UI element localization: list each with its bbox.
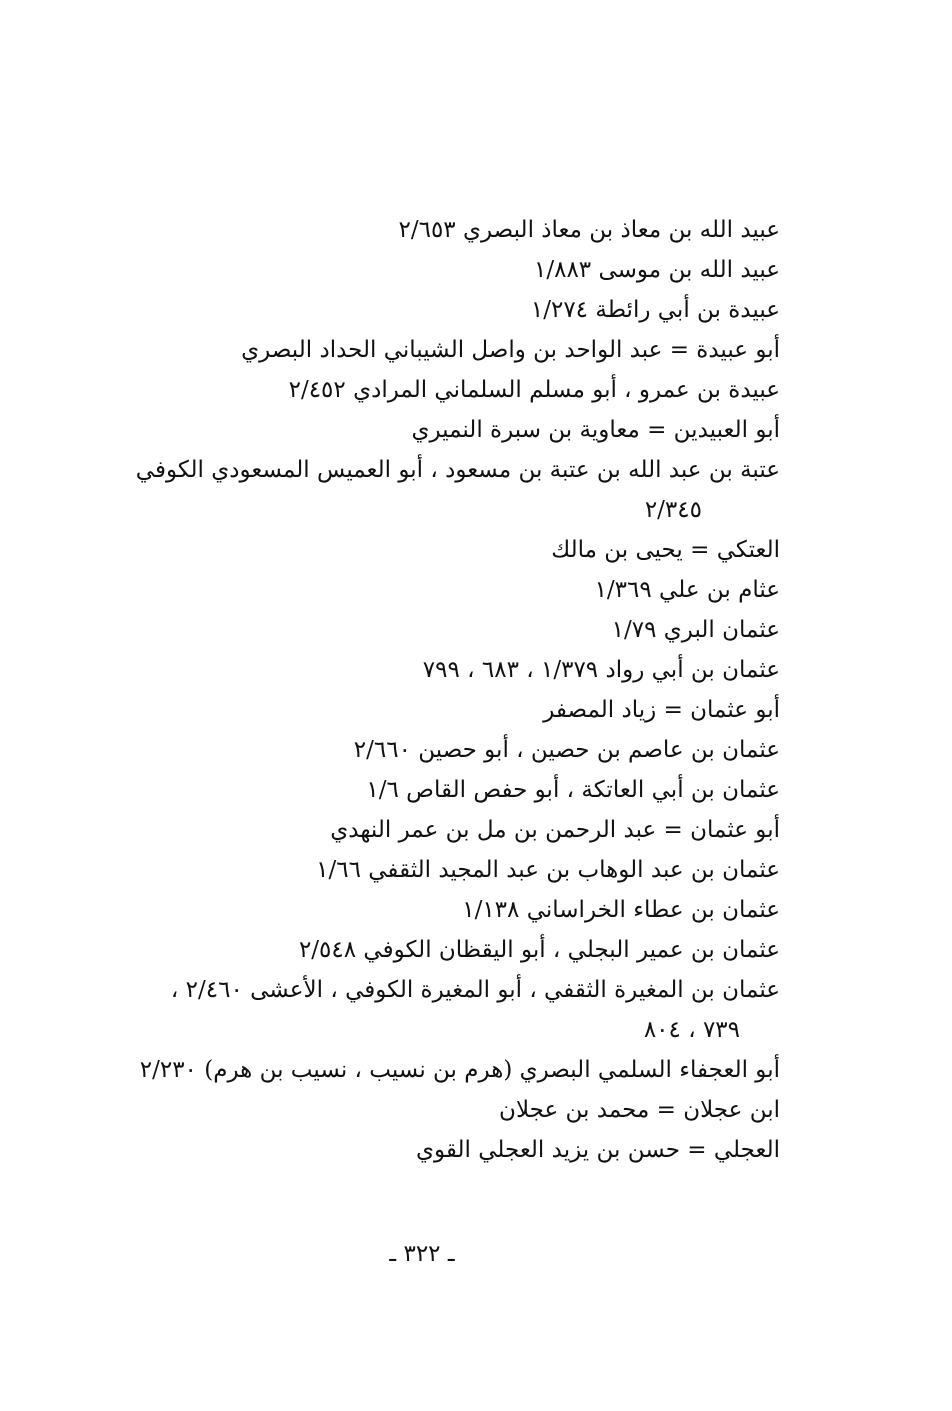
index-entry: أبو عثمان = زياد المصفر bbox=[543, 697, 780, 723]
index-entry: عثمان بن أبي العاتكة ، أبو حفص القاص ١/٦ bbox=[366, 777, 780, 803]
index-entry: أبو عثمان = عبد الرحمن بن مل بن عمر النهدي bbox=[330, 817, 780, 843]
page-number: ـ ٣٢٢ ـ bbox=[389, 1241, 455, 1267]
index-entry: عبيدة بن أبي رائطة ١/٢٧٤ bbox=[530, 297, 780, 323]
index-entry: العجلي = حسن بن يزيد العجلي القوي bbox=[415, 1137, 780, 1163]
index-entry: عثمان بن عطاء الخراساني ١/١٣٨ bbox=[462, 897, 780, 923]
index-entry: عبيد الله بن موسى ١/٨٨٣ bbox=[534, 257, 780, 283]
index-entry: عتبة بن عبد الله بن عتبة بن مسعود ، أبو العميس المسعودي الكوفي bbox=[135, 457, 780, 483]
index-entry: أبو العبيدين = معاوية بن سبرة النميري bbox=[411, 417, 780, 443]
index-entry: عثمان بن أبي رواد ١/٣٧٩ ، ٦٨٣ ، ٧٩٩ bbox=[422, 657, 780, 683]
index-entry: أبو عبيدة = عبد الواحد بن واصل الشيباني الحداد البصري bbox=[241, 337, 780, 363]
index-entry: عبيد الله بن معاذ بن معاذ البصري ٢/٦٥٣ bbox=[398, 217, 780, 243]
index-entry: عثمان بن عاصم بن حصين ، أبو حصين ٢/٦٦٠ bbox=[353, 737, 780, 763]
index-entry: عثمان بن عبد الوهاب بن عبد المجيد الثقفي ١/٦٦ bbox=[316, 857, 780, 883]
index-entry: ابن عجلان = محمد بن عجلان bbox=[499, 1097, 780, 1123]
index-entry: عثمان بن عمير البجلي ، أبو اليقظان الكوفي ٢/٥٤٨ bbox=[298, 937, 780, 963]
index-entry: العتكي = يحيى بن مالك bbox=[551, 537, 780, 563]
index-entry: عثمان بن المغيرة الثقفي ، أبو المغيرة الكوفي ، الأعشى ٢/٤٦٠ ، bbox=[170, 977, 780, 1003]
index-entries bbox=[100, 210, 780, 1170]
index-entry-continuation: ٢/٣٤٥ bbox=[644, 497, 702, 523]
index-entry: أبو العجفاء السلمي البصري (هرم بن نسيب ، نسيب بن هرم) ٢/٢٣٠ bbox=[139, 1057, 780, 1083]
index-entry: عثام بن علي ١/٣٦٩ bbox=[594, 577, 780, 603]
index-entry-continuation: ٧٣٩ ، ٨٠٤ bbox=[643, 1017, 740, 1043]
index-entry: عثمان البري ١/٧٩ bbox=[611, 617, 780, 643]
index-entry: عبيدة بن عمرو ، أبو مسلم السلماني المرادي ٢/٤٥٢ bbox=[288, 377, 780, 403]
